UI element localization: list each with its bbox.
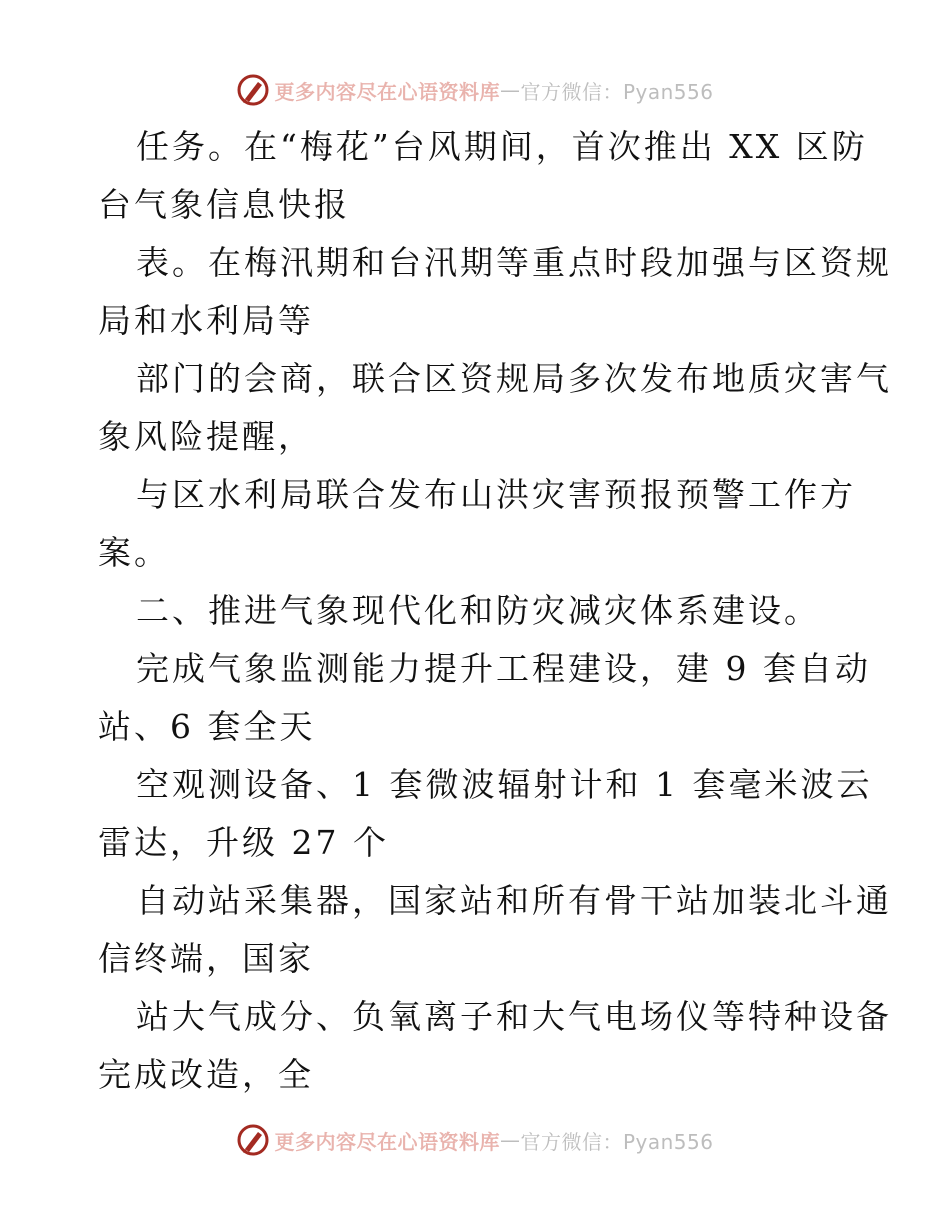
text-line: 雷达，升级 27 个	[98, 823, 389, 862]
text-line: 案。	[98, 533, 170, 572]
header-separator: —	[499, 78, 521, 102]
text-line: 台气象信息快报	[98, 185, 350, 224]
footer-contact-text: 官方微信：Pyan556	[520, 1129, 714, 1154]
text-line: 信终端，国家	[98, 939, 314, 978]
text-line: 部门的会商，联合区资规局多次发布地质灾害气	[136, 359, 892, 398]
text-line: 站大气成分、负氧离子和大气电场仪等特种设备	[136, 997, 892, 1036]
text-line: 站、6 套全天	[98, 707, 316, 746]
text-line: 表。在梅汛期和台汛期等重点时段加强与区资规	[136, 243, 892, 282]
text-line: 完成气象监测能力提升工程建设，建 9 套自动	[136, 649, 871, 688]
pen-logo-icon	[236, 1123, 270, 1157]
pen-logo-icon	[236, 73, 270, 107]
text-line: 空观测设备、1 套微波辐射计和 1 套毫米波云	[136, 765, 873, 804]
text-line: 自动站采集器，国家站和所有骨干站加装北斗通	[136, 881, 892, 920]
text-line: 局和水利局等	[98, 301, 314, 340]
text-line: 任务。在“梅花”台风期间，首次推出 XX 区防	[136, 127, 868, 166]
text-line: 完成改造，全	[98, 1055, 314, 1094]
section-heading: 二、推进气象现代化和防灾减灾体系建设。	[136, 591, 820, 630]
footer-brand-text: 更多内容尽在心语资料库	[274, 1129, 500, 1154]
header-watermark	[0, 70, 950, 110]
header-contact-text: 官方微信：Pyan556	[520, 79, 714, 104]
footer-watermark	[0, 1120, 950, 1160]
text-line: 象风险提醒，	[98, 417, 314, 456]
text-line: 与区水利局联合发布山洪灾害预报预警工作方	[136, 475, 856, 514]
footer-separator: —	[499, 1128, 521, 1152]
document-body	[98, 118, 892, 1104]
header-brand-text: 更多内容尽在心语资料库	[274, 79, 500, 104]
